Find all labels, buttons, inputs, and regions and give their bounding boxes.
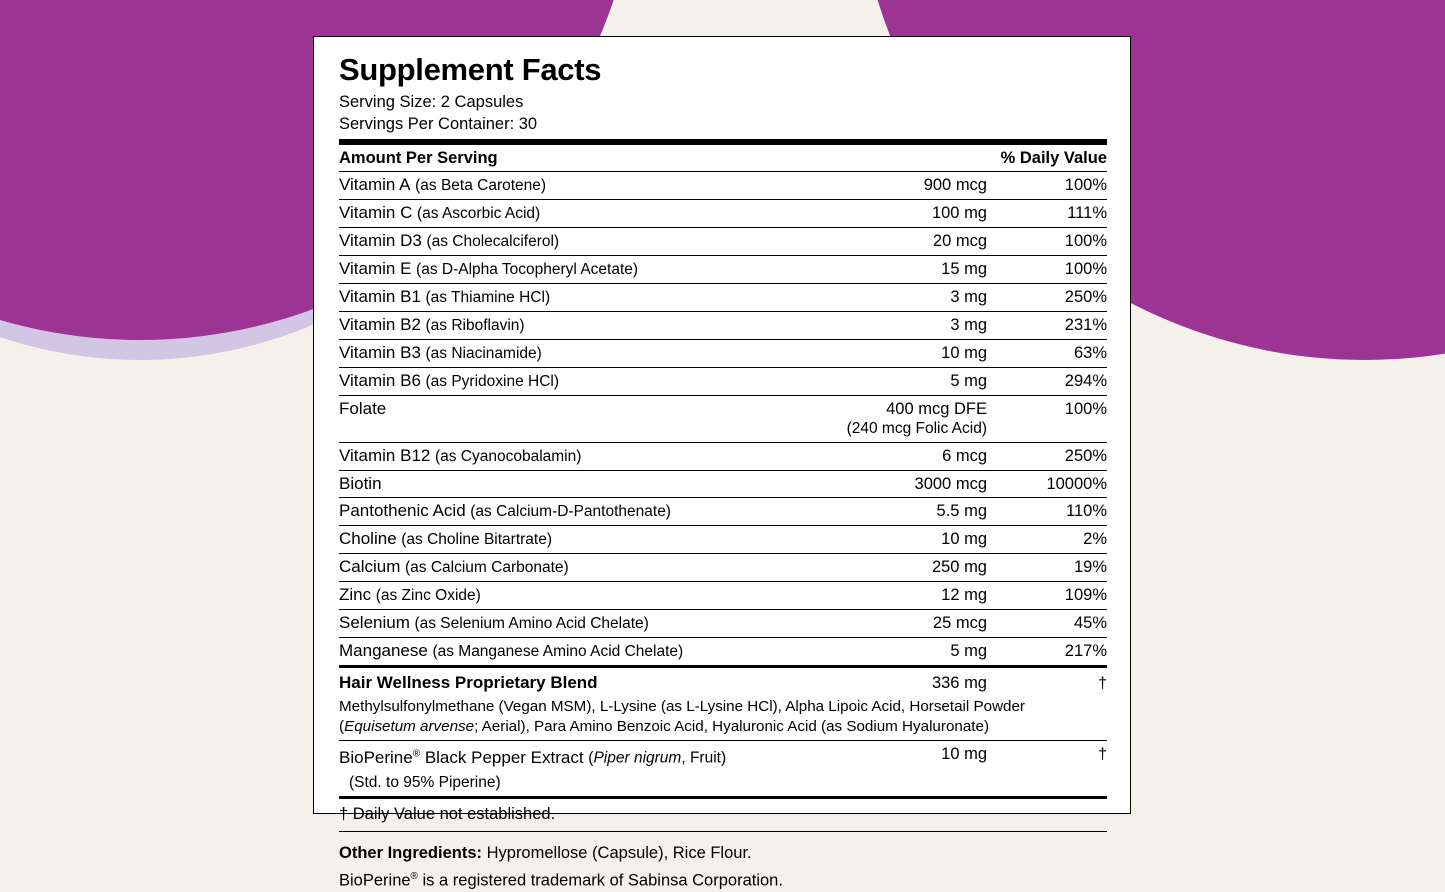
servings-per-container-text: Servings Per Container: 30 [339, 115, 538, 133]
other-ingredients-value: Hypromellose (Capsule), Rice Flour. [482, 843, 752, 862]
nutrient-name-cell [339, 582, 807, 610]
table-row [339, 340, 1107, 368]
nutrient-amount-cell: 5.5 mg [807, 498, 987, 526]
trademark-brand: BioPerine [339, 871, 411, 890]
nutrient-name: Vitamin B12 [339, 446, 431, 465]
other-ingredients-line [339, 842, 1107, 865]
table-row [339, 256, 1107, 284]
bioperine-amount-cell: 10 mg [941, 745, 987, 763]
nutrient-dv-cell: 19% [987, 554, 1107, 582]
nutrient-source: (as Riboflavin) [425, 317, 525, 334]
table-header-row [339, 145, 1107, 172]
table-row [339, 582, 1107, 610]
nutrient-name-cell [339, 554, 807, 582]
nutrient-source: (as Choline Bitartrate) [401, 531, 553, 548]
nutrient-amount-cell: 5 mg [807, 638, 987, 667]
nutrient-name: Vitamin B2 [339, 315, 421, 334]
nutrient-source: (as Pyridoxine HCl) [425, 373, 560, 390]
table-row [339, 172, 1107, 200]
nutrient-name-cell [339, 368, 807, 396]
table-row [339, 396, 1107, 443]
blend-name-cell [339, 667, 807, 698]
nutrient-name-cell [339, 256, 807, 284]
nutrient-amount-cell: 3000 mcg [807, 471, 987, 498]
nutrient-dv-cell: 100% [987, 396, 1107, 443]
nutrient-source: (as Calcium-D-Pantothenate) [470, 503, 671, 520]
bioperine-name-cell [339, 741, 807, 772]
blend-name: Hair Wellness Proprietary Blend [339, 673, 598, 692]
nutrient-source: (as D-Alpha Tocopheryl Acetate) [416, 261, 639, 278]
table-row [339, 228, 1107, 256]
other-ingredients-label: Other Ingredients: [339, 843, 483, 862]
nutrient-source: (as Zinc Oxide) [375, 587, 481, 604]
nutrient-name: Vitamin C [339, 203, 413, 222]
nutrient-amount-cell: 400 mcg DFE (240 mcg Folic Acid) [807, 396, 987, 443]
nutrient-source: (as Ascorbic Acid) [416, 205, 541, 222]
nutrient-amount-cell: 25 mcg [807, 610, 987, 638]
nutrient-amount-cell: 10 mg [807, 526, 987, 554]
nutrient-name: Pantothenic Acid [339, 501, 466, 520]
table-row [339, 471, 1107, 498]
table-row [339, 610, 1107, 638]
nutrient-dv-cell: 100% [987, 172, 1107, 200]
table-row [339, 638, 1107, 667]
nutrient-amount-cell: 6 mcg [807, 443, 987, 471]
daily-value-footnote: † Daily Value not established. [339, 804, 556, 823]
nutrient-source: (as Cholecalciferol) [426, 233, 560, 250]
table-row [339, 312, 1107, 340]
daily-value-header: % Daily Value [987, 145, 1107, 172]
nutrient-name: Vitamin D3 [339, 231, 422, 250]
divider-bottom [339, 831, 1107, 832]
nutrient-name: Vitamin B1 [339, 287, 421, 306]
nutrient-name-cell [339, 498, 807, 526]
supplement-facts-panel [313, 36, 1131, 890]
nutrient-name: Biotin [339, 474, 382, 493]
nutrient-dv-cell: 250% [987, 443, 1107, 471]
nutrient-dv-cell: 111% [987, 200, 1107, 228]
nutrient-name-cell [339, 443, 807, 471]
bioperine-std-text: (Std. to 95% Piperine) [349, 773, 501, 791]
blend-ingredients-line-1: Methylsulfonylmethane (Vegan MSM), L-Lysine (as L-Lysine HCl), Alpha Lipoic Acid, Horsetail Powder [339, 698, 1025, 715]
nutrient-dv-cell: 100% [987, 256, 1107, 284]
amount-per-serving-header: Amount Per Serving [339, 145, 807, 172]
nutrient-name: Choline [339, 529, 397, 548]
header-spacer [807, 145, 987, 172]
table-row [339, 526, 1107, 554]
registered-mark-icon: ® [410, 870, 418, 882]
nutrient-name-cell [339, 228, 807, 256]
table-row [339, 368, 1107, 396]
nutrient-name-cell [339, 471, 807, 498]
nutrient-name-cell [339, 526, 807, 554]
nutrient-dv-cell: 2% [987, 526, 1107, 554]
nutrient-name: Vitamin A [339, 175, 411, 194]
nutrient-dv-cell: 294% [987, 368, 1107, 396]
trademark-text: is a registered trademark of Sabinsa Corporation. [417, 871, 783, 890]
nutrition-table [339, 145, 1107, 799]
bioperine-dv-cell: † [1098, 746, 1107, 763]
nutrient-name: Calcium [339, 557, 401, 576]
nutrient-name: Vitamin B6 [339, 371, 421, 390]
table-row [339, 200, 1107, 228]
nutrient-name: Zinc [339, 585, 372, 604]
blend-ingredients-row [339, 697, 1107, 741]
blend-latin-name: Equisetum arvense [344, 718, 475, 735]
bioperine-latin: (Piper nigrum, Fruit) [588, 749, 727, 767]
nutrient-source: (as Thiamine HCl) [425, 289, 551, 306]
nutrient-amount-cell: 15 mg [807, 256, 987, 284]
nutrient-source: (as Calcium Carbonate) [405, 559, 569, 576]
nutrient-amount-cell: 250 mg [807, 554, 987, 582]
nutrient-name: Folate [339, 399, 387, 418]
blend-header-row [339, 667, 1107, 698]
nutrient-name-cell [339, 312, 807, 340]
trademark-line [339, 865, 1107, 892]
bioperine-row [339, 741, 1107, 772]
nutrient-name-cell [339, 340, 807, 368]
nutrient-name-cell [339, 638, 807, 667]
nutrient-amount-cell: 20 mcg [807, 228, 987, 256]
nutrient-name: Manganese [339, 641, 428, 660]
nutrient-name-cell [339, 200, 807, 228]
nutrient-name-cell [339, 284, 807, 312]
nutrient-name: Vitamin E [339, 259, 412, 278]
nutrient-name-cell [339, 172, 807, 200]
blend-ingredients-line-2: (Equisetum arvense; Aerial), Para Amino Benzoic Acid, Hyaluronic Acid (as Sodium Hyaluronate) [339, 718, 990, 735]
nutrient-amount-cell: 100 mg [807, 200, 987, 228]
page-title: Supplement Facts [339, 52, 602, 87]
nutrient-source: (as Beta Carotene) [415, 177, 547, 194]
blend-dv-cell: † [987, 667, 1107, 698]
nutrient-name: Selenium [339, 613, 410, 632]
table-row [339, 443, 1107, 471]
bioperine-std-cell [339, 772, 1107, 798]
nutrient-amount-cell: 3 mg [807, 284, 987, 312]
bioperine-name: BioPerine® Black Pepper Extract [339, 747, 589, 767]
nutrient-source: (as Cyanocobalamin) [434, 448, 582, 465]
blend-amount-cell: 336 mg [807, 667, 987, 698]
nutrient-name-cell [339, 610, 807, 638]
nutrient-dv-cell: 63% [987, 340, 1107, 368]
nutrient-amount-cell: 12 mg [807, 582, 987, 610]
nutrient-name-cell [339, 396, 807, 443]
serving-size-text: Serving Size: 2 Capsules [339, 93, 524, 111]
table-row [339, 554, 1107, 582]
table-row [339, 284, 1107, 312]
nutrient-dv-cell: 109% [987, 582, 1107, 610]
nutrient-source: (as Niacinamide) [425, 345, 542, 362]
blend-ingredients-cell [339, 697, 1107, 741]
bioperine-std-row [339, 772, 1107, 798]
nutrient-dv-cell: 10000% [987, 471, 1107, 498]
table-row [339, 498, 1107, 526]
nutrient-dv-cell: 250% [987, 284, 1107, 312]
nutrient-dv-cell: 217% [987, 638, 1107, 667]
nutrient-amount-cell: 5 mg [807, 368, 987, 396]
nutrient-dv-cell: 231% [987, 312, 1107, 340]
registered-mark-icon: ® [412, 748, 421, 759]
nutrient-dv-cell: 100% [987, 228, 1107, 256]
nutrient-dv-cell: 45% [987, 610, 1107, 638]
nutrient-source: (as Manganese Amino Acid Chelate) [432, 643, 684, 660]
nutrient-amount-cell: 10 mg [807, 340, 987, 368]
nutrient-dv-cell: 110% [987, 498, 1107, 526]
nutrient-amount-cell: 900 mcg [807, 172, 987, 200]
nutrient-name: Vitamin B3 [339, 343, 421, 362]
nutrient-amount-cell: 3 mg [807, 312, 987, 340]
nutrient-source: (as Selenium Amino Acid Chelate) [414, 615, 649, 632]
nutrient-amount-secondary: (240 mcg Folic Acid) [846, 420, 987, 437]
